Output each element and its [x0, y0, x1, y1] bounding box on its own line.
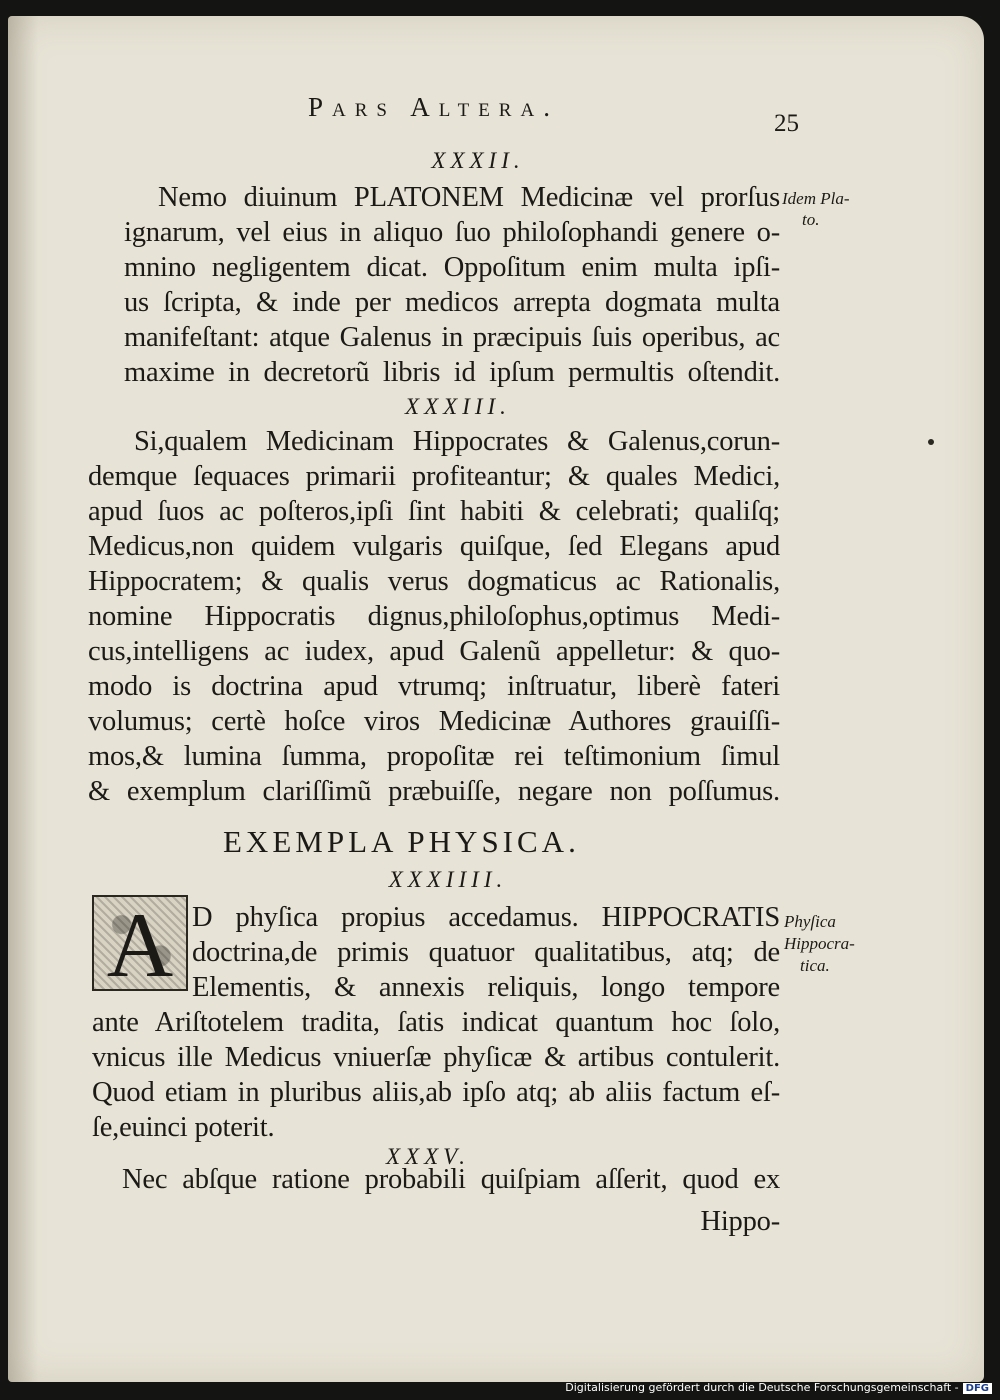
text-line: demque ſequaces primarii profiteantur; & quales Medici, — [88, 461, 780, 492]
text-line: maxime in decretorũ libris id ipſum permultis oſtendit. — [124, 357, 780, 388]
text-line: Elementis, & annexis reliquis, longo tempore — [192, 972, 780, 1003]
text-line: volumus; certè hoſce viros Medicinæ Authores grauiſſi- — [88, 706, 780, 737]
text-line: ſe,euinci poterit. — [92, 1112, 275, 1143]
drop-cap-letter: A — [106, 894, 174, 996]
section-number: XXXV. — [386, 1144, 470, 1169]
text-line: D phyſica propius accedamus. HIPPOCRATIS — [192, 902, 780, 933]
margin-note-line: to. — [802, 210, 820, 229]
text-line: Si,qualem Medicinam Hippocrates & Galenus,corun- — [134, 426, 780, 457]
text-line: cus,intelligens ac iudex, apud Galenũ appelletur: & quo- — [88, 636, 780, 667]
dfg-logo: DFG — [963, 1383, 992, 1394]
text-line: ante Ariſtotelem tradita, ſatis indicat quantum hoc ſolo, — [92, 1007, 780, 1038]
text-line: modo is doctrina apud vtrumq; inſtruatur, liberè fateri — [88, 671, 780, 702]
margin-note-line: Hippocra- — [784, 934, 855, 953]
page-number: 25 — [774, 110, 799, 137]
book-page — [8, 16, 984, 1382]
text-line: manifeſtant: atque Galenus in præcipuis ſuis operibus, ac — [124, 322, 780, 353]
margin-note-line: tica. — [800, 956, 830, 975]
margin-note-line: Idem Pla- — [782, 189, 850, 208]
text-line: mnino negligentem dicat. Oppoſitum enim multa ipſi- — [124, 252, 780, 283]
running-head: Pars Altera. — [308, 92, 559, 122]
ink-speck — [928, 439, 934, 445]
section-number: XXXIIII. — [388, 867, 508, 892]
section-number: XXXII. — [431, 148, 525, 173]
text-line: Hippocratem; & qualis verus dogmaticus ac Rationalis, — [88, 566, 780, 597]
text-line: doctrina,de primis quatuor qualitatibus, atq; de — [192, 937, 780, 968]
section-number: XXXIII. — [405, 394, 511, 419]
section-heading: EXEMPLA PHYSICA. — [223, 824, 580, 859]
text-line: nomine Hippocratis dignus,philoſophus,optimus Medi- — [88, 601, 780, 632]
text-line: Nemo diuinum PLATONEM Medicinæ vel prorſus — [158, 182, 780, 213]
decorated-initial — [92, 894, 188, 996]
text-line: ignarum, vel eius in aliquo ſuo philoſophandi genere o- — [124, 217, 780, 248]
text-line: Quod etiam in pluribus aliis,ab ipſo atq; ab aliis factum eſ- — [92, 1077, 780, 1108]
text-line: Nec abſque ratione probabili quiſpiam aſſerit, quod ex — [122, 1164, 780, 1195]
margin-note-line: Phyſica — [784, 912, 836, 931]
text-line: vnicus ille Medicus vniuerſæ phyſicæ & artibus contulerit. — [92, 1042, 780, 1073]
text-line: mos,& lumina ſumma, propoſitæ rei teſtimonium ſimul — [88, 741, 780, 772]
digitization-footer — [565, 1381, 992, 1394]
text-line: us ſcripta, & inde per medicos arrepta dogmata multa — [124, 287, 780, 318]
catchword: Hippo- — [700, 1206, 780, 1237]
footer-text: Digitalisierung gefördert durch die Deutsche Forschungsgemeinschaft - — [565, 1381, 959, 1394]
text-line: Medicus,non quidem vulgaris quiſque, ſed Elegans apud — [88, 531, 780, 562]
text-line: & exemplum clariſſimũ præbuiſſe, negare non poſſumus. — [88, 776, 780, 807]
text-line: apud ſuos ac poſteros,ipſi ſint habiti & celebrati; qualiſq; — [88, 496, 780, 527]
